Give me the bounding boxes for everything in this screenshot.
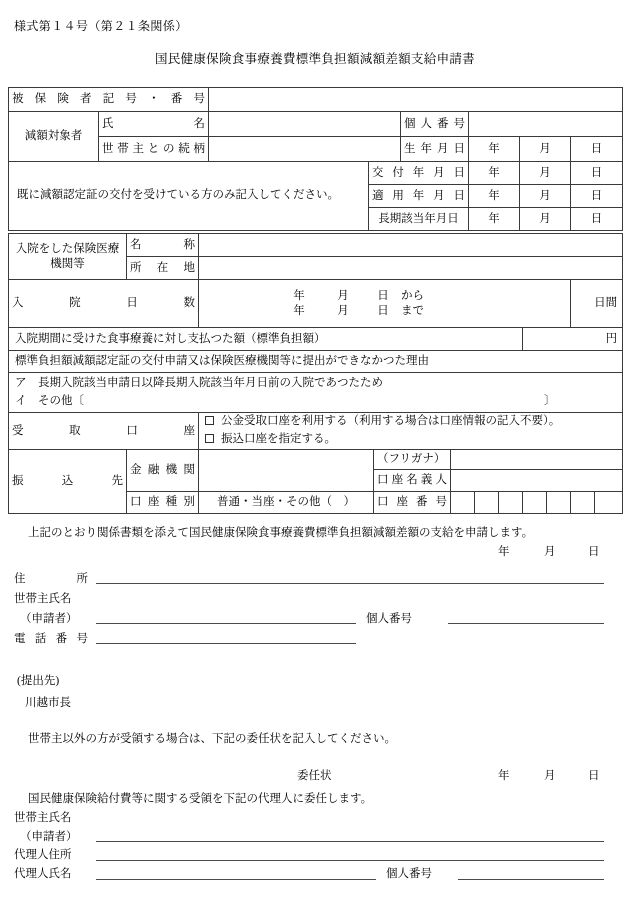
reason-option-b-label: イ その他〔 bbox=[15, 394, 84, 407]
applicant-personal-number-input[interactable] bbox=[448, 623, 604, 624]
agent-address-input[interactable] bbox=[96, 860, 604, 861]
apply-date-day[interactable]: 日 bbox=[571, 185, 623, 208]
stay-to-year: 年 bbox=[293, 304, 305, 317]
table-row-receiving-account bbox=[9, 413, 623, 450]
issue-date-year[interactable]: 年 bbox=[469, 162, 520, 185]
agent-name-label: 代理人氏名 bbox=[14, 868, 72, 880]
proxy-applicant-label: （申請者） bbox=[20, 831, 78, 843]
stay-count-unit: 日間 bbox=[571, 280, 623, 328]
furigana-value[interactable] bbox=[451, 449, 623, 469]
stay-from-year: 年 bbox=[293, 290, 305, 303]
agent-personal-number-label: 個人番号 bbox=[386, 868, 432, 880]
apply-date-year[interactable]: 年 bbox=[469, 185, 520, 208]
reason-options-cell[interactable] bbox=[9, 373, 623, 413]
longterm-date-year[interactable]: 年 bbox=[469, 208, 520, 231]
proxy-date-month[interactable]: 月 bbox=[544, 770, 556, 782]
account-type-value[interactable]: 普通・当座・その他（ ） bbox=[199, 491, 374, 513]
institution-name-label: 名 称 bbox=[127, 234, 199, 257]
receiving-account-label: 受 取 口 座 bbox=[9, 413, 199, 450]
account-number-digit[interactable] bbox=[451, 491, 475, 513]
longterm-date-month[interactable]: 月 bbox=[520, 208, 571, 231]
birth-date-day[interactable]: 日 bbox=[571, 137, 623, 162]
agent-personal-number-input[interactable] bbox=[458, 879, 604, 880]
stay-from-day: 日 bbox=[377, 290, 389, 303]
longterm-date-label: 長期該当年月日 bbox=[369, 208, 469, 231]
applicant-personal-number-label: 個人番号 bbox=[366, 613, 412, 625]
account-number-label: 口 座 番 号 bbox=[374, 491, 451, 513]
stay-from-row[interactable] bbox=[199, 289, 570, 303]
proxy-applicant-input[interactable] bbox=[96, 841, 604, 842]
account-holder-value[interactable] bbox=[451, 469, 623, 491]
proxy-statement: 国民健康保険給付費等に関する受領を下記の代理人に委任します。 bbox=[28, 793, 373, 805]
birth-date-year[interactable]: 年 bbox=[469, 137, 520, 162]
apply-date-label: 適用年月日 bbox=[369, 185, 469, 208]
proxy-title: 委任状 bbox=[297, 770, 332, 782]
birth-date-month[interactable]: 月 bbox=[520, 137, 571, 162]
checkbox-icon[interactable] bbox=[205, 434, 214, 443]
page-title: 国民健康保険食事療養費標準負担額減額差額支給申請書 bbox=[154, 52, 475, 66]
table-row-relation bbox=[9, 137, 623, 162]
stay-from-suffix: から bbox=[401, 290, 424, 303]
public-account-label: 公金受取口座を利用する（利用する場合は口座情報の記入不要）。 bbox=[221, 415, 561, 427]
checkbox-icon[interactable] bbox=[205, 416, 214, 425]
table-row-reason-options bbox=[9, 373, 623, 413]
stay-to-day: 日 bbox=[377, 304, 389, 317]
bank-label: 金 融 機 関 bbox=[127, 449, 199, 491]
reason-option-b-close: 〕 bbox=[544, 394, 556, 407]
householder-label: 世帯主氏名 bbox=[14, 593, 72, 605]
stay-to-row[interactable] bbox=[199, 304, 570, 318]
form-number: 様式第１４号（第２１条関係） bbox=[14, 19, 188, 33]
table-row-bank-furigana bbox=[9, 449, 623, 469]
account-number-digit[interactable] bbox=[523, 491, 547, 513]
table-row-reason-header bbox=[9, 351, 623, 373]
furigana-label: （フリガナ） bbox=[374, 449, 451, 469]
apply-date-month[interactable]: 月 bbox=[520, 185, 571, 208]
submission-destination-label: (提出先) bbox=[17, 675, 60, 687]
issue-date-label: 交付年月日 bbox=[369, 162, 469, 185]
insured-person-table bbox=[8, 87, 623, 231]
phone-input[interactable] bbox=[96, 643, 356, 644]
phone-label: 電 話 番 号 bbox=[14, 633, 88, 645]
account-holder-label: 口座名義人 bbox=[374, 469, 451, 491]
account-number-digit[interactable] bbox=[571, 491, 595, 513]
name-label: 氏 名 bbox=[99, 112, 209, 137]
application-date-month[interactable]: 月 bbox=[544, 546, 556, 558]
relation-value[interactable] bbox=[209, 137, 401, 162]
transfer-account-option[interactable] bbox=[205, 431, 616, 449]
account-number-digit[interactable] bbox=[499, 491, 523, 513]
paid-amount-unit[interactable]: 円 bbox=[523, 328, 623, 351]
account-number-digit[interactable] bbox=[475, 491, 499, 513]
account-number-digit[interactable] bbox=[595, 491, 623, 513]
account-number-digit[interactable] bbox=[547, 491, 571, 513]
personal-number-label: 個人番号 bbox=[401, 112, 469, 137]
name-value[interactable] bbox=[209, 112, 401, 137]
reason-header: 標準負担額減額認定証の交付申請又は保険医療機関等に提出ができなかつた理由 bbox=[9, 351, 623, 373]
issue-date-day[interactable]: 日 bbox=[571, 162, 623, 185]
relation-label: 世帯主との続柄 bbox=[99, 137, 209, 162]
institution-name-value[interactable] bbox=[199, 234, 623, 257]
application-date-day[interactable]: 日 bbox=[588, 546, 600, 558]
account-type-label: 口 座 種 別 bbox=[127, 491, 199, 513]
reduction-target-label: 減額対象者 bbox=[9, 112, 99, 162]
table-row-issue-date bbox=[9, 162, 623, 185]
hospital-account-table bbox=[8, 233, 623, 514]
application-statement: 上記のとおり関係書類を添えて国民健康保険食事療養費標準負担額減額差額の支給を申請します。 bbox=[28, 527, 534, 539]
institution-label: 入院をした保険医療機関等 bbox=[9, 234, 127, 280]
certificate-note: 既に減額認定証の交付を受けている方のみ記入してください。 bbox=[9, 162, 369, 231]
reason-option-b[interactable] bbox=[15, 393, 616, 411]
public-account-option[interactable] bbox=[205, 413, 616, 431]
table-row-paid-amount bbox=[9, 328, 623, 351]
applicant-label: （申請者） bbox=[20, 613, 78, 625]
longterm-date-day[interactable]: 日 bbox=[571, 208, 623, 231]
symbol-number-label: 被保険者記号・番号 bbox=[9, 88, 209, 112]
agent-name-input[interactable] bbox=[96, 879, 376, 880]
agent-address-label: 代理人住所 bbox=[14, 849, 72, 861]
proxy-householder-label: 世帯主氏名 bbox=[14, 812, 72, 824]
stay-to-suffix: まで bbox=[401, 304, 424, 317]
applicant-name-input[interactable] bbox=[96, 623, 356, 624]
proxy-instruction: 世帯主以外の方が受領する場合は、下記の委任状を記入してください。 bbox=[28, 733, 396, 745]
transfer-account-label: 振込口座を指定する。 bbox=[221, 432, 336, 445]
table-row-institution-name bbox=[9, 234, 623, 257]
institution-address-label: 所 在 地 bbox=[127, 257, 199, 280]
personal-number-value[interactable] bbox=[469, 112, 623, 137]
table-row-name bbox=[9, 112, 623, 137]
reason-option-a[interactable]: ア 長期入院該当申請日以降長期入院該当年月日前の入院であつたため bbox=[15, 376, 383, 389]
receiving-account-options[interactable] bbox=[199, 413, 623, 450]
application-date-year[interactable]: 年 bbox=[498, 546, 510, 558]
table-row-symbol-number bbox=[9, 88, 623, 112]
stay-period-cell[interactable] bbox=[199, 280, 571, 328]
issue-date-month[interactable]: 月 bbox=[520, 162, 571, 185]
bank-value[interactable] bbox=[199, 449, 374, 491]
proxy-date-year[interactable]: 年 bbox=[498, 770, 510, 782]
birth-date-label: 生年月日 bbox=[401, 137, 469, 162]
stay-to-month: 月 bbox=[337, 304, 349, 317]
submission-destination-value: 川越市長 bbox=[25, 697, 71, 709]
address-label: 住 所 bbox=[14, 573, 88, 585]
paid-amount-label: 入院期間に受けた食事療養に対し支払つた額（標準負担額） bbox=[9, 328, 523, 351]
table-row-stay-days bbox=[9, 280, 623, 328]
proxy-date-day[interactable]: 日 bbox=[588, 770, 600, 782]
stay-from-month: 月 bbox=[337, 290, 349, 303]
institution-address-value[interactable] bbox=[199, 257, 623, 280]
address-input[interactable] bbox=[96, 583, 604, 584]
transfer-label: 振 込 先 bbox=[9, 449, 127, 513]
stay-days-label: 入 院 日 数 bbox=[9, 280, 199, 328]
symbol-number-value[interactable] bbox=[209, 88, 623, 112]
